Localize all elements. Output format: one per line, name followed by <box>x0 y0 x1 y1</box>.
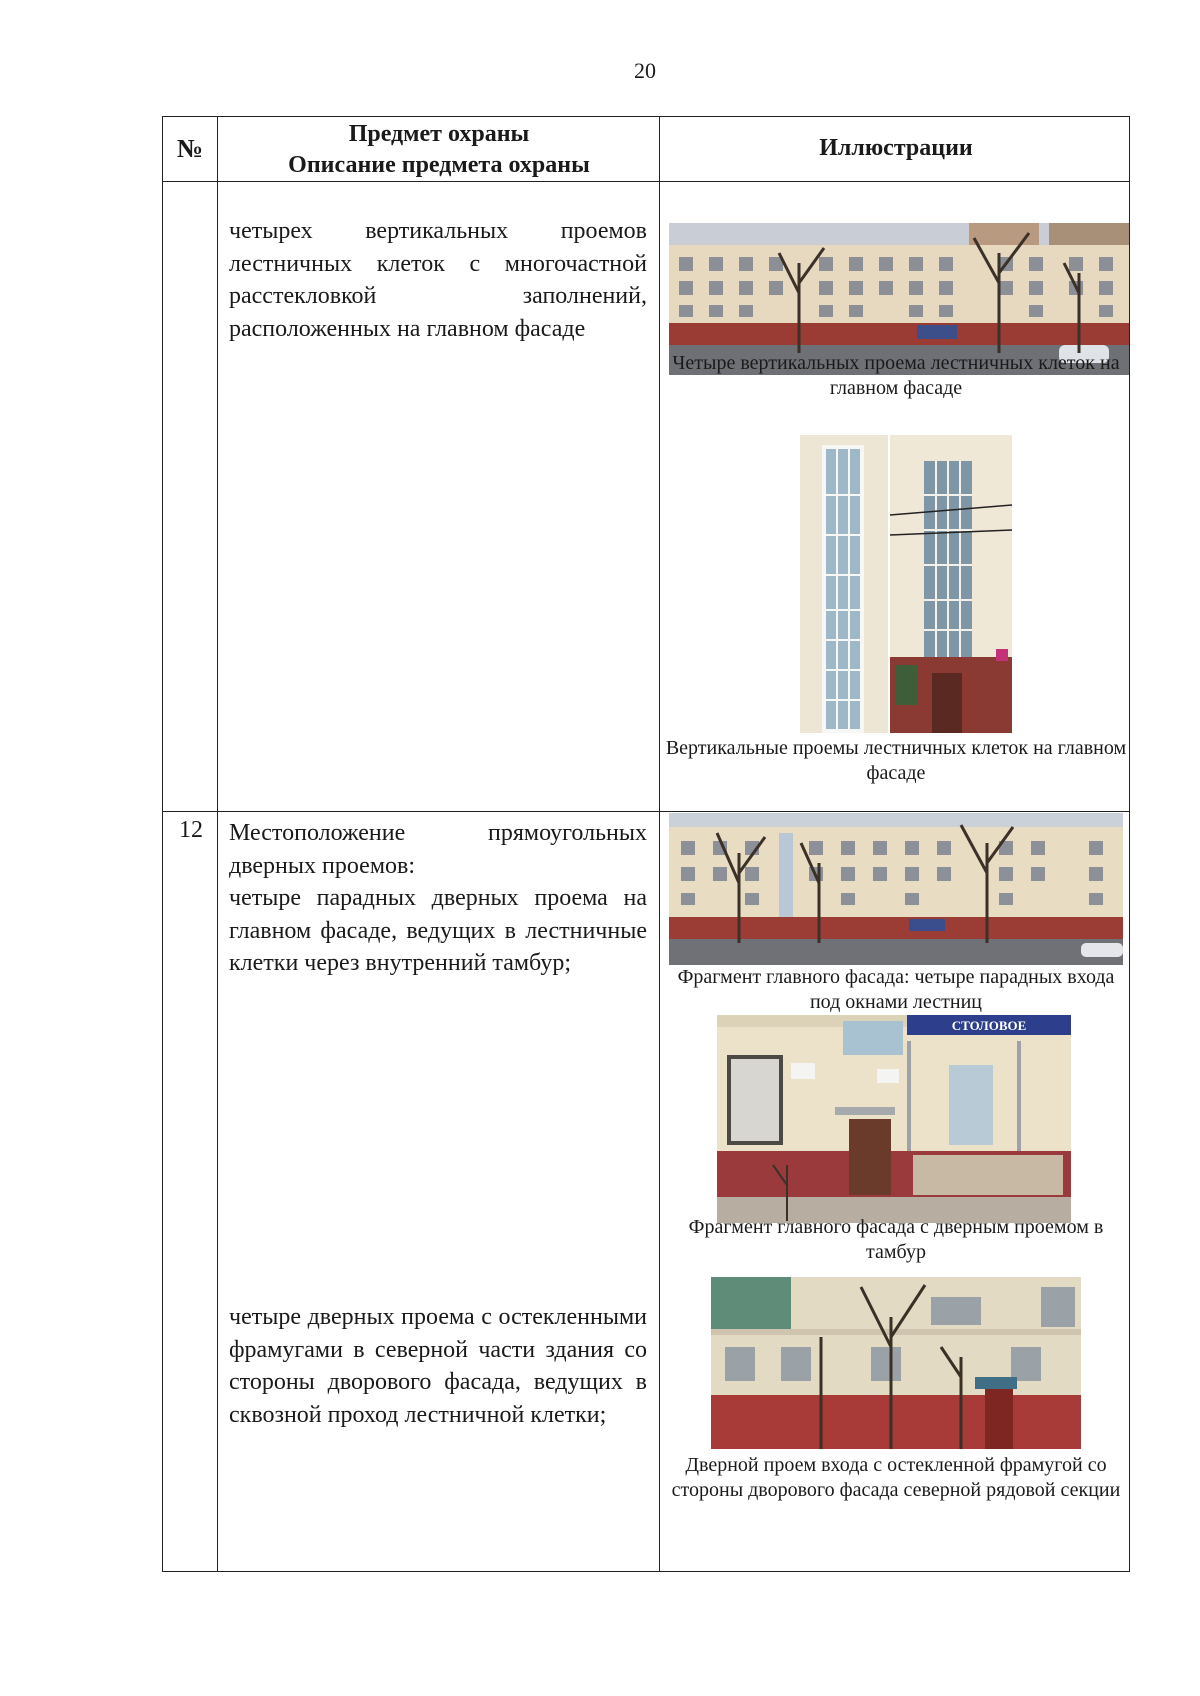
header-subject-line2: Описание предмета охраны <box>288 152 590 178</box>
description-paragraph: Местоположение прямоугольных дверных проемов: <box>229 820 647 879</box>
row-description <box>229 1301 647 1431</box>
description-paragraph: четыре парадных дверных проема на главном фасаде, ведущих в лестничные клетки через внутренний тамбур; <box>229 885 647 976</box>
column-divider <box>659 117 660 1571</box>
row-description <box>229 215 647 345</box>
header-number: № <box>176 134 204 163</box>
column-divider <box>217 117 218 1571</box>
protection-table <box>162 116 1130 1572</box>
photo-caption: Вертикальные проемы лестничных клеток на главном фасаде <box>665 737 1127 784</box>
photo-courtyard-door <box>711 1277 1081 1449</box>
photo-caption: Фрагмент главного фасада с дверным проемом в тамбур <box>688 1216 1104 1263</box>
row-divider <box>163 811 1129 812</box>
header-subject-line1: Предмет охраны <box>348 121 530 147</box>
header-subject <box>219 119 659 181</box>
photo-caption: Четыре вертикальных проема лестничных клеток на главном фасаде <box>672 352 1120 399</box>
row-number: 12 <box>179 817 203 843</box>
shop-sign-text: СТОЛОВОЕ <box>951 1018 1027 1033</box>
photo-caption: Фрагмент главного фасада: четыре парадных входа под окнами лестниц <box>677 966 1115 1013</box>
row-description <box>229 817 647 980</box>
description-paragraph: четырех вертикальных проемов лестничных клеток с многочастной расстекловкой заполнений, расположенных на главном фасаде <box>229 218 647 342</box>
header-divider <box>163 181 1129 182</box>
header-illustrations: Иллюстрации <box>819 135 973 161</box>
photo-main-facade-entrances <box>669 813 1123 965</box>
photo-vertical-openings <box>800 435 1012 733</box>
description-paragraph: четыре дверных проема с остекленными фрамугами в северной части здания со стороны дворового фасада, ведущих в сквозной проход лестничной клетки; <box>229 1304 647 1428</box>
page-number: 20 <box>634 58 656 83</box>
photo-entrance-vestibule <box>717 1015 1071 1223</box>
photo-caption: Дверной проем входа с остекленной фрамугой со стороны дворового фасада северной рядовой секции <box>671 1454 1121 1501</box>
